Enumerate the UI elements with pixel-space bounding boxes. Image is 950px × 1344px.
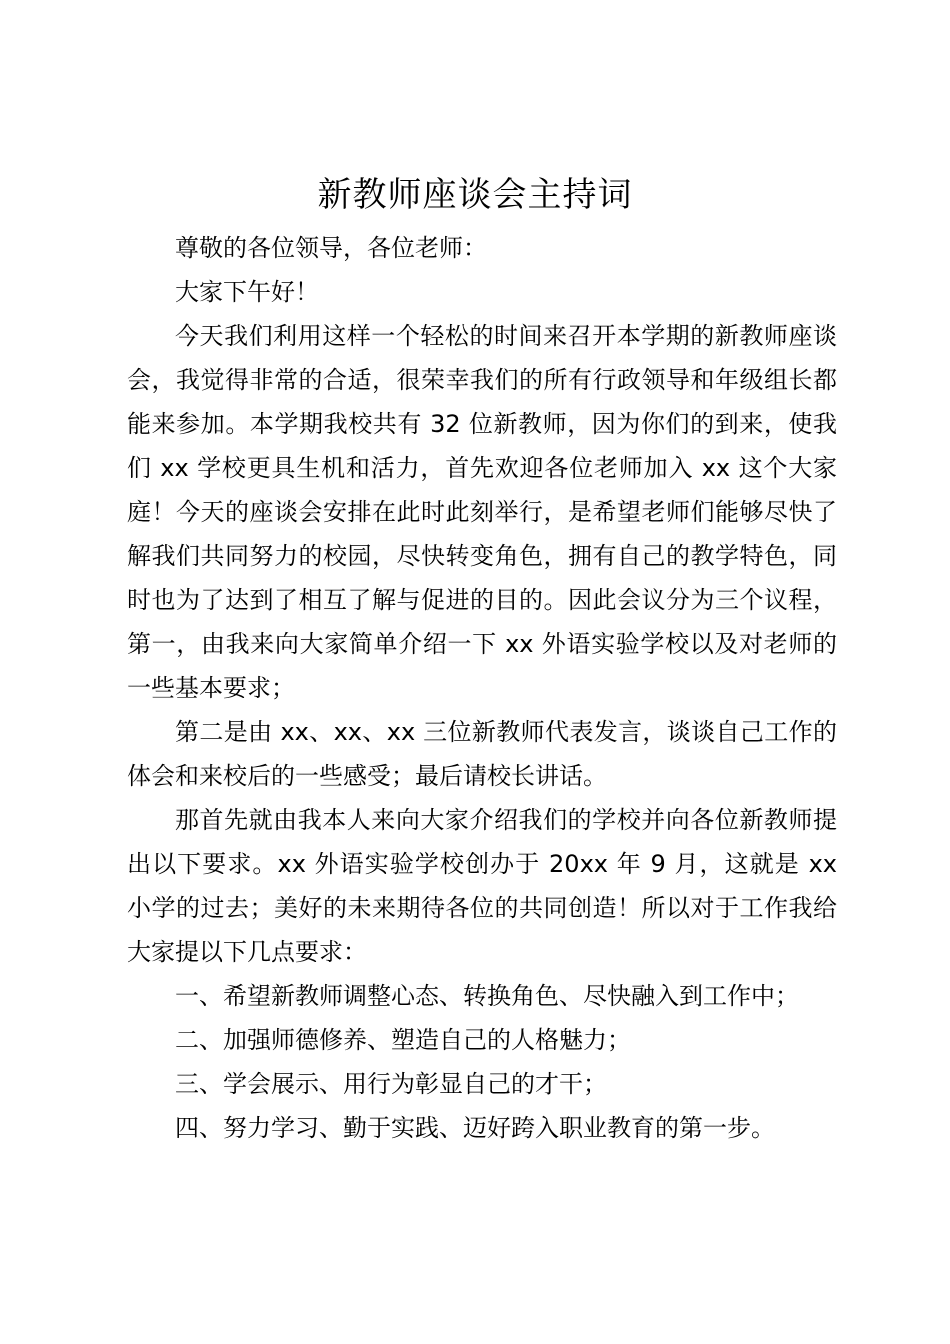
agenda-paragraph: 第二是由 xx、xx、xx 三位新教师代表发言，谈谈自己工作的体会和来校后的一些感受；最后请校长讲话。 (127, 718, 837, 790)
salutation-paragraph: 尊敬的各位领导，各位老师： (175, 234, 487, 262)
requirement-3: 三、学会展示、用行为彰显自己的才干； (175, 1070, 607, 1098)
requirement-4: 四、努力学习、勤于实践、迈好跨入职业教育的第一步。 (175, 1114, 775, 1142)
document-title: 新教师座谈会主持词 (317, 175, 633, 215)
document-body (127, 226, 837, 1150)
school-intro-paragraph: 那首先就由我本人来向大家介绍我们的学校并向各位新教师提出以下要求。xx 外语实验学校创办于 20xx 年 9 月，这就是 xx 小学的过去；美好的未来期待各位的共同创造！所以对于工作我给大家提以下几点要求： (127, 806, 837, 966)
greeting-paragraph: 大家下午好！ (175, 278, 319, 306)
requirement-2: 二、加强师德修养、塑造自己的人格魅力； (175, 1026, 631, 1054)
requirement-1: 一、希望新教师调整心态、转换角色、尽快融入到工作中； (175, 982, 799, 1010)
intro-paragraph: 今天我们利用这样一个轻松的时间来召开本学期的新教师座谈会，我觉得非常的合适，很荣幸我们的所有行政领导和年级组长都能来参加。本学期我校共有 32 位新教师，因为你们的到来，使我们 xx 学校更具生机和活力，首先欢迎各位老师加入 xx 这个大家庭！今天的座谈会安排在此时此刻举行，是希望老师们能够尽快了解我们共同努力的校园，尽快转变角色，拥有自己的教学特色，同时也为了达到了相互了解与促进的目的。因此会议分为三个议程，第一，由我来向大家简单介绍一下 xx 外语实验学校以及对老师的一些基本要求； (127, 322, 837, 702)
